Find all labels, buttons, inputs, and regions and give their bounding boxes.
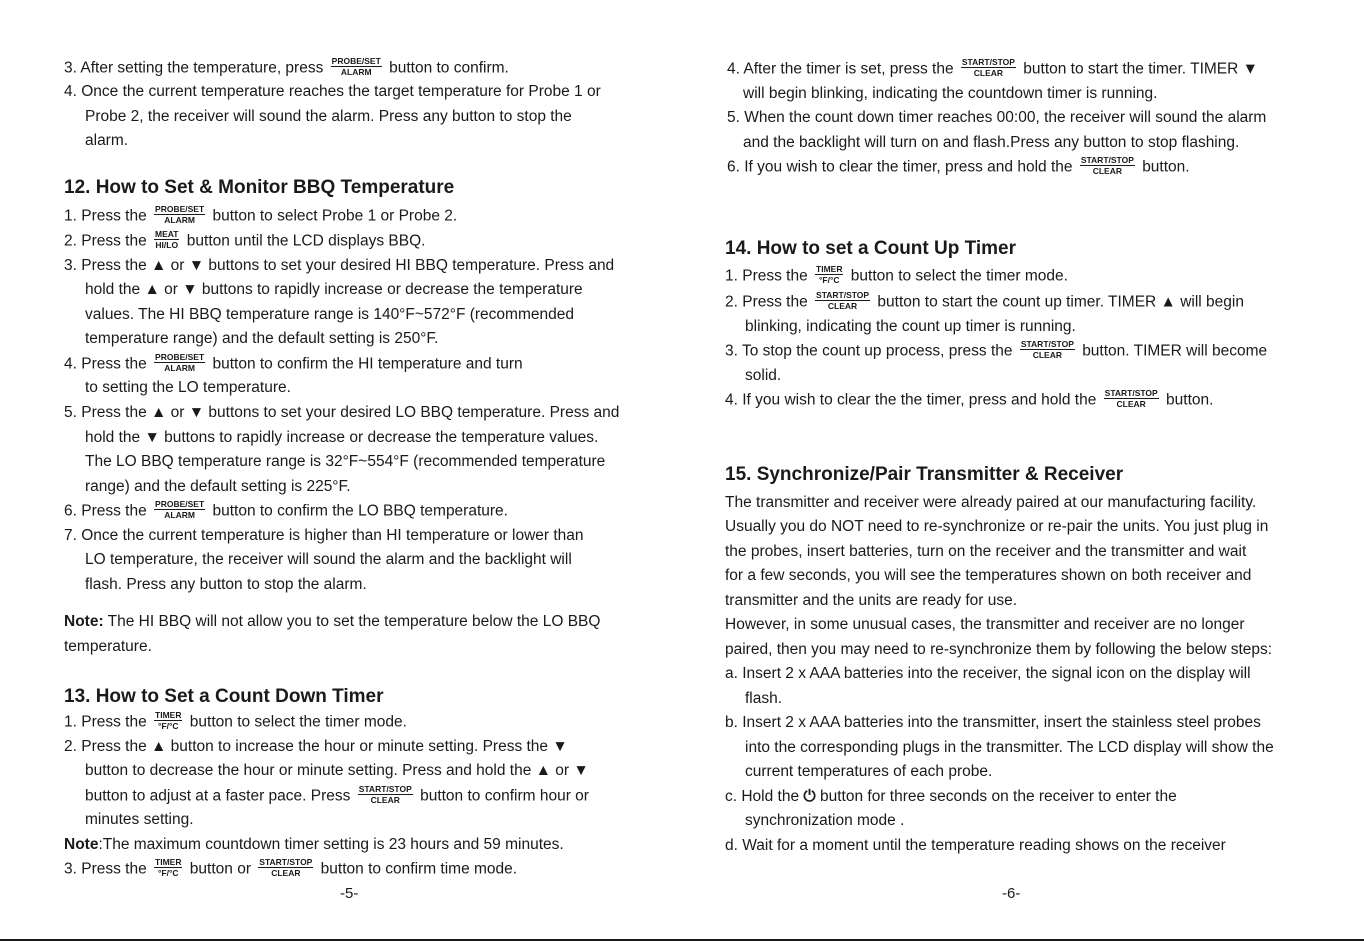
paragraph-line: Usually you do NOT need to re-synchronize or re-pair the units. You just plug in [725, 518, 1269, 535]
r-step-4: 4. After the timer is set, press the START/STOP CLEAR button to start the timer. TIMER ▼ [727, 57, 1258, 78]
step-c: c. Hold the ⏻ button for three seconds on the receiver to enter the [725, 788, 1177, 805]
r-step-5: and the backlight will turn on and flash.Press any button to stop flashing. [743, 134, 1240, 151]
meat-hilo-button-icon: MEAT HI/LO [155, 229, 179, 250]
s13-step-3: 3. Press the TIMER °F/°C button or START/STOP CLEAR button to confirm time mode. [64, 857, 518, 878]
start-stop-clear-button-icon: START/STOP CLEAR [1104, 388, 1158, 409]
s13-step-2: button to adjust at a faster pace. Press START/STOP CLEAR button to confirm hour or [85, 784, 589, 805]
step-b: into the corresponding plugs in the transmitter. The LCD display will show the [745, 739, 1274, 756]
s12-step-3: values. The HI BBQ temperature range is 140°F~572°F (recommended [85, 306, 574, 323]
s13-step-1: 1. Press the TIMER °F/°C button to select the timer mode. [64, 710, 407, 731]
probe-set-alarm-button-icon: PROBE/SET ALARM [331, 56, 381, 77]
s13-step-2: button to decrease the hour or minute setting. Press and hold the ▲ or ▼ [85, 762, 589, 779]
s12-step-5: hold the ▼ buttons to rapidly increase or decrease the temperature values. [85, 429, 599, 446]
note-1: Note: The HI BBQ will not allow you to set the temperature below the LO BBQ [64, 613, 601, 630]
s12-step-1: 1. Press the PROBE/SET ALARM button to select Probe 1 or Probe 2. [64, 204, 458, 225]
start-stop-clear-button-icon: START/STOP CLEAR [816, 290, 870, 311]
step-a: flash. [745, 690, 783, 707]
s12-step-7: LO temperature, the receiver will sound the alarm and the backlight will [85, 551, 572, 568]
power-icon: ⏻ [803, 788, 816, 805]
step-c: synchronization mode . [745, 812, 905, 829]
step-b: current temperatures of each probe. [745, 763, 993, 780]
s12-step-3: 3. Press the ▲ or ▼ buttons to set your desired HI BBQ temperature. Press and [64, 257, 615, 274]
s13-step-2: minutes setting. [85, 811, 194, 828]
s12-step-2: 2. Press the MEAT HI/LO button until the LCD displays BBQ. [64, 229, 426, 250]
note-1: temperature. [64, 638, 152, 655]
paragraph-line: for a few seconds, you will see the temperatures shown on both receiver and [725, 567, 1252, 584]
s14-step-1: 1. Press the TIMER °F/°C button to select the timer mode. [725, 264, 1068, 285]
r-step-4: will begin blinking, indicating the countdown timer is running. [743, 85, 1158, 102]
s14-step-4: 4. If you wish to clear the the timer, press and hold the START/STOP CLEAR button. [725, 388, 1214, 409]
page-number-left: -5- [340, 885, 359, 902]
step-4-line: alarm. [85, 132, 129, 149]
r-step-5: 5. When the count down timer reaches 00:00, the receiver will sound the alarm [727, 109, 1267, 126]
note-2: Note:The maximum countdown timer setting is 23 hours and 59 minutes. [64, 836, 564, 853]
step-a: a. Insert 2 x AAA batteries into the receiver, the signal icon on the display will [725, 665, 1251, 682]
timer-unit-button-icon: TIMER °F/°C [155, 710, 182, 731]
start-stop-clear-button-icon: START/STOP CLEAR [259, 857, 313, 878]
start-stop-clear-button-icon: START/STOP CLEAR [358, 784, 412, 805]
start-stop-clear-button-icon: START/STOP CLEAR [1020, 339, 1074, 360]
text: 3. After setting the temperature, press [64, 59, 324, 77]
s14-step-2: blinking, indicating the count up timer is running. [745, 318, 1076, 335]
timer-unit-button-icon: TIMER °F/°C [816, 264, 843, 285]
timer-unit-button-icon: TIMER °F/°C [155, 857, 182, 878]
step-b: b. Insert 2 x AAA batteries into the transmitter, insert the stainless steel probes [725, 714, 1261, 731]
s12-step-5: 5. Press the ▲ or ▼ buttons to set your desired LO BBQ temperature. Press and [64, 404, 620, 421]
step-4-line: Probe 2, the receiver will sound the alarm. Press any button to stop the [85, 108, 572, 125]
probe-set-alarm-button-icon: PROBE/SET ALARM [155, 352, 205, 373]
section-13-heading: 13. How to Set a Count Down Timer [64, 686, 384, 707]
s12-step-7: flash. Press any button to stop the alarm. [85, 576, 367, 593]
step-d: d. Wait for a moment until the temperature reading shows on the receiver [725, 837, 1226, 854]
start-stop-clear-button-icon: START/STOP CLEAR [961, 57, 1015, 78]
s12-step-3: hold the ▲ or ▼ buttons to rapidly increase or decrease the temperature [85, 281, 583, 298]
text: button to confirm. [389, 59, 509, 77]
paragraph-line: transmitter and the units are ready for use. [725, 592, 1018, 609]
probe-set-alarm-button-icon: PROBE/SET ALARM [155, 499, 205, 520]
s14-step-2: 2. Press the START/STOP CLEAR button to start the count up timer. TIMER ▲ will begin [725, 290, 1244, 311]
s12-step-6: 6. Press the PROBE/SET ALARM button to confirm the LO BBQ temperature. [64, 499, 508, 520]
section-15-heading: 15. Synchronize/Pair Transmitter & Receiver [725, 464, 1124, 485]
s13-step-2: 2. Press the ▲ button to increase the hour or minute setting. Press the ▼ [64, 738, 568, 755]
r-step-6: 6. If you wish to clear the timer, press and hold the START/STOP CLEAR button. [727, 155, 1190, 176]
s12-step-3: temperature range) and the default setting is 250°F. [85, 330, 439, 347]
section-12-heading: 12. How to Set & Monitor BBQ Temperature [64, 177, 455, 198]
s12-step-5: range) and the default setting is 225°F. [85, 478, 351, 495]
start-stop-clear-button-icon: START/STOP CLEAR [1080, 155, 1134, 176]
s12-step-4: 4. Press the PROBE/SET ALARM button to confirm the HI temperature and turn [64, 352, 523, 373]
paragraph-line: paired, then you may need to re-synchronize them by following the below steps: [725, 641, 1273, 658]
s14-step-3: solid. [745, 367, 782, 384]
section-14-heading: 14. How to set a Count Up Timer [725, 238, 1017, 259]
s12-step-4: to setting the LO temperature. [85, 379, 291, 396]
bottom-border-line [0, 939, 1364, 941]
step-3-line [64, 58, 509, 79]
page-number-right: -6- [1002, 885, 1021, 902]
probe-set-alarm-button-icon: PROBE/SET ALARM [155, 204, 205, 225]
paragraph-line: The transmitter and receiver were already paired at our manufacturing facility. [725, 494, 1257, 511]
s12-step-5: The LO BBQ temperature range is 32°F~554°F (recommended temperature [85, 453, 606, 470]
paragraph-line: However, in some unusual cases, the transmitter and receiver are no longer [725, 616, 1245, 633]
paragraph-line: the probes, insert batteries, turn on the receiver and the transmitter and wait [725, 543, 1247, 560]
s14-step-3: 3. To stop the count up process, press the START/STOP CLEAR button. TIMER will become [725, 339, 1268, 360]
step-4-line: 4. Once the current temperature reaches the target temperature for Probe 1 or [64, 83, 601, 100]
s12-step-7: 7. Once the current temperature is higher than HI temperature or lower than [64, 527, 584, 544]
